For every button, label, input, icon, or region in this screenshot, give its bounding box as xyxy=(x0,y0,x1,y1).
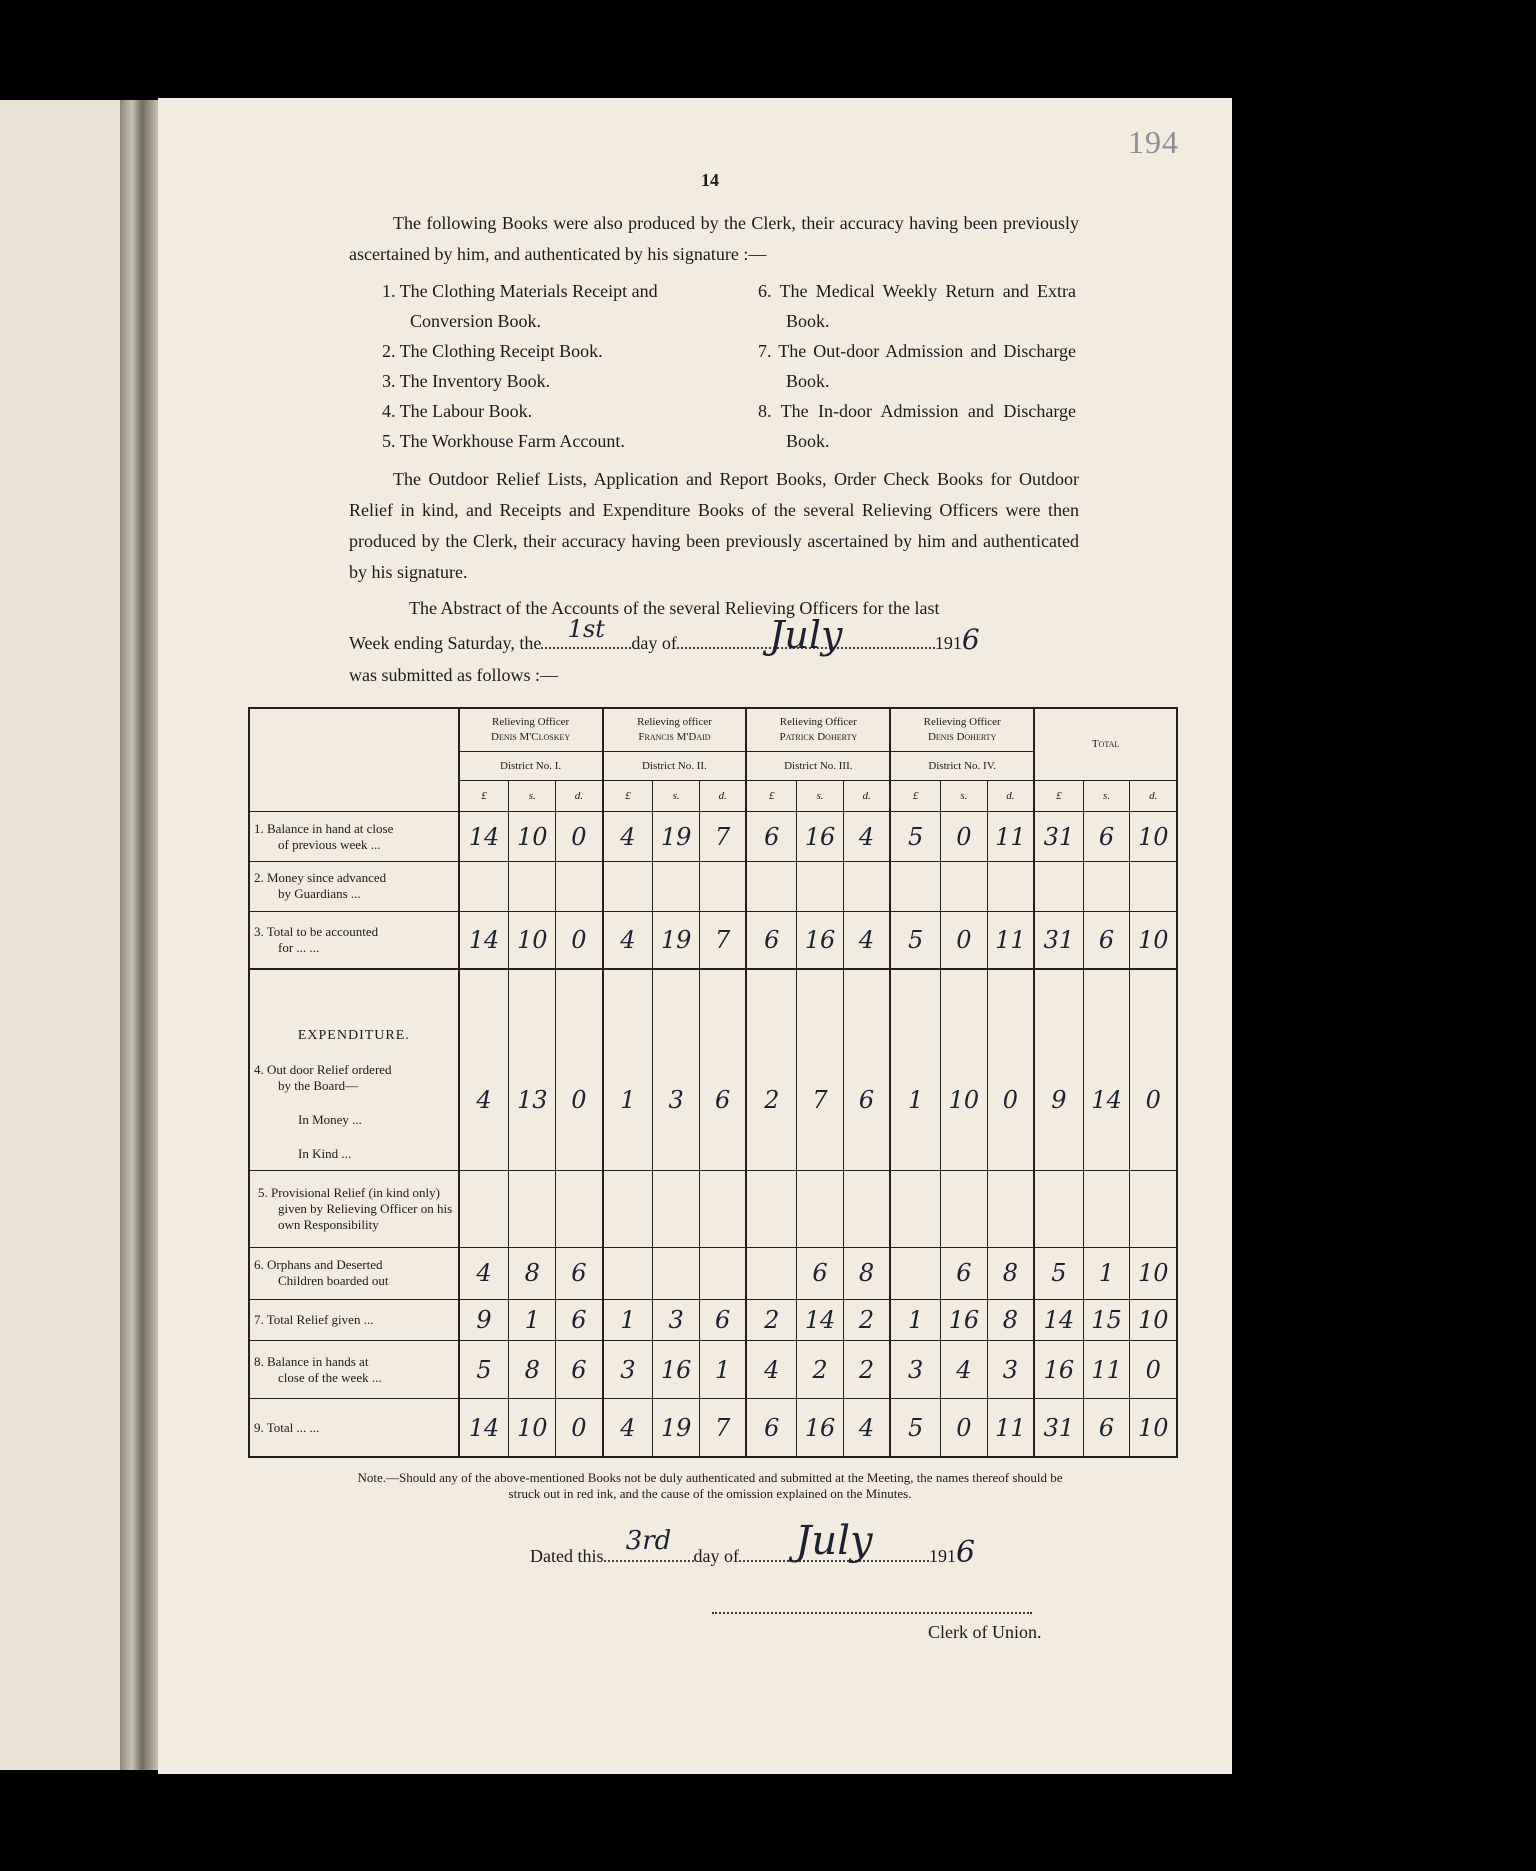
row-label: 5. Provisional Relief (in kind only) given by Relieving Officer on his own Responsibility xyxy=(249,1171,459,1248)
abstract-line-2 xyxy=(349,613,1079,659)
row-label-line: 8. Balance in hands at xyxy=(254,1353,369,1369)
amount-cell: 5 xyxy=(890,1399,940,1457)
amount-cell: 4 xyxy=(843,1399,890,1457)
amount-cell: 2 xyxy=(843,1299,890,1340)
week-ending-label: Week ending Saturday, the xyxy=(349,633,542,653)
unit-pounds: £ xyxy=(603,781,653,812)
unit-shillings: s. xyxy=(653,781,700,812)
row-label-line: 2. Money since advanced xyxy=(254,870,387,886)
amount-cell: 0 xyxy=(1130,1341,1177,1399)
amount-cell: 2 xyxy=(843,1341,890,1399)
row-balance-previous xyxy=(249,812,1177,862)
unit-shillings: s. xyxy=(797,781,844,812)
amount-cell: 10 xyxy=(509,812,556,862)
abstract-line-1: The Abstract of the Accounts of the several Relieving Officers for the last xyxy=(409,598,940,618)
officer-title: Relieving officer xyxy=(637,716,712,729)
left-page xyxy=(0,100,120,1770)
amount-cell: 0 xyxy=(556,812,603,862)
row-label-line: close of the week ... xyxy=(278,1369,382,1385)
amount-cell xyxy=(603,1247,653,1299)
officer-name: Denis M'Closkey xyxy=(491,731,571,744)
amount-cell: 1 xyxy=(890,1299,940,1340)
amount-cell: 5 xyxy=(890,812,940,862)
unit-pence: d. xyxy=(987,781,1034,812)
amount-cell: 7 xyxy=(700,1399,747,1457)
row-label-line: In Money ... xyxy=(298,1112,362,1128)
amount-cell: 0 xyxy=(556,1399,603,1457)
amount-cell: 10 xyxy=(1130,812,1177,862)
book-list-right xyxy=(746,276,1076,456)
amount-cell: 9 xyxy=(1034,969,1083,1170)
amount-cell xyxy=(890,1247,940,1299)
amount-cell: 6 xyxy=(556,1247,603,1299)
amount-cell: 11 xyxy=(987,911,1034,969)
day-of-label: day of xyxy=(631,633,677,653)
amount-cell: 11 xyxy=(987,812,1034,862)
amount-cell: 0 xyxy=(940,1399,987,1457)
unit-shillings: s. xyxy=(509,781,556,812)
unit-pence: d. xyxy=(843,781,890,812)
row-label-line: Children boarded out xyxy=(278,1273,389,1289)
row-outdoor-relief xyxy=(249,969,1177,1170)
list-item: 4. The Labour Book. xyxy=(382,401,533,421)
amount-cell: 7 xyxy=(700,911,747,969)
handwritten-month: July xyxy=(795,1518,873,1564)
list-item: 8. The In-door Admission and Discharge Book. xyxy=(758,401,1076,451)
list-item: 1. The Clothing Materials Receipt and Conversion Book. xyxy=(382,281,658,331)
amount-cell: 15 xyxy=(1083,1299,1130,1340)
amount-cell: 14 xyxy=(1034,1299,1083,1340)
handwritten-year: 6 xyxy=(961,623,980,656)
amount-cell: 11 xyxy=(987,1399,1034,1457)
row-provisional-relief xyxy=(249,1171,1177,1248)
amount-cell: 19 xyxy=(653,911,700,969)
officer-name: Patrick Doherty xyxy=(779,731,858,744)
row-label-line: by the Board— xyxy=(278,1078,359,1094)
amount-cell xyxy=(653,1247,700,1299)
amount-cell: 11 xyxy=(1083,1341,1130,1399)
folio-number: 194 xyxy=(1128,124,1179,160)
amount-cell: 6 xyxy=(700,969,747,1170)
amount-cell: 2 xyxy=(746,1299,796,1340)
amount-cell: 19 xyxy=(653,812,700,862)
outdoor-relief-paragraph: The Outdoor Relief Lists, Application and Report Books, Order Check Books for Outdoor Relief in kind, and Receipts and Expenditure Books of the several Relieving Officers were then produced by the Clerk, their accuracy having been previously ascertained by him and authenticated by his signature. xyxy=(349,469,1079,582)
amount-cell: 4 xyxy=(603,812,653,862)
amount-cell: 14 xyxy=(459,911,509,969)
list-item: 5. The Workhouse Farm Account. xyxy=(382,431,625,451)
row-label: 9. Total ... ... xyxy=(249,1399,459,1457)
amount-cell: 6 xyxy=(1083,1399,1130,1457)
list-item: 3. The Inventory Book. xyxy=(382,371,551,391)
row-label-line: by Guardians ... xyxy=(278,886,361,902)
list-item: 2. The Clothing Receipt Book. xyxy=(382,341,603,361)
row-label xyxy=(249,1341,459,1399)
district-label: District No. II. xyxy=(603,752,747,781)
amount-cell: 10 xyxy=(1130,1399,1177,1457)
officer-header xyxy=(746,708,890,752)
amount-cell: 8 xyxy=(843,1247,890,1299)
dated-label: Dated this xyxy=(530,1546,604,1566)
abstract-line-3: was submitted as follows :— xyxy=(349,665,558,685)
row-label-line: of previous week ... xyxy=(278,836,381,852)
amount-cell: 1 xyxy=(603,1299,653,1340)
header-blank-cell xyxy=(249,708,459,812)
amount-cell: 10 xyxy=(1130,1247,1177,1299)
amount-cell: 2 xyxy=(797,1341,844,1399)
row-money-advanced xyxy=(249,862,1177,912)
amount-cell: 0 xyxy=(556,969,603,1170)
amount-cell: 1 xyxy=(1083,1247,1130,1299)
amount-cell: 16 xyxy=(940,1299,987,1340)
amount-cell: 4 xyxy=(843,911,890,969)
amount-cell: 10 xyxy=(509,1399,556,1457)
officer-title: Relieving Officer xyxy=(492,716,570,729)
handwritten-year: 6 xyxy=(955,1535,976,1570)
amount-cell xyxy=(746,1247,796,1299)
handwritten-day: 1st xyxy=(567,615,605,643)
abstract-paragraph xyxy=(349,592,1079,691)
amount-cell: 16 xyxy=(797,1399,844,1457)
amount-cell: 1 xyxy=(700,1341,747,1399)
amount-cell: 16 xyxy=(797,812,844,862)
amount-cell: 6 xyxy=(746,1399,796,1457)
amount-cell xyxy=(700,1247,747,1299)
row-total-accounted xyxy=(249,911,1177,969)
officer-title: Relieving Officer xyxy=(779,716,857,729)
expenditure-heading: EXPENDITURE. xyxy=(297,1028,410,1044)
row-label-line: 4. Out door Relief ordered xyxy=(254,1062,392,1078)
amount-cell: 19 xyxy=(653,1399,700,1457)
book-list-left xyxy=(370,276,710,456)
day-of-label: day of xyxy=(693,1546,739,1566)
year-prefix: 191 xyxy=(928,1546,956,1566)
officer-header xyxy=(603,708,747,752)
row-label-line: 1. Balance in hand at close xyxy=(254,820,394,836)
unit-pounds: £ xyxy=(746,781,796,812)
row-orphans-boarded xyxy=(249,1247,1177,1299)
amount-cell: 31 xyxy=(1034,911,1083,969)
amount-cell: 6 xyxy=(746,911,796,969)
officer-name: Francis M'Daid xyxy=(638,731,711,744)
amount-cell: 14 xyxy=(1083,969,1130,1170)
amount-cell: 3 xyxy=(653,1299,700,1340)
district-label: District No. I. xyxy=(459,752,603,781)
amount-cell: 14 xyxy=(459,1399,509,1457)
amount-cell: 3 xyxy=(603,1341,653,1399)
handwritten-month: July xyxy=(769,613,843,657)
district-label: District No. IV. xyxy=(890,752,1034,781)
amount-cell: 8 xyxy=(509,1247,556,1299)
amount-cell: 9 xyxy=(459,1299,509,1340)
amount-cell: 4 xyxy=(746,1341,796,1399)
unit-pounds: £ xyxy=(459,781,509,812)
unit-pence: d. xyxy=(556,781,603,812)
amount-cell: 0 xyxy=(940,812,987,862)
officer-header xyxy=(459,708,603,752)
amount-cell: 10 xyxy=(1130,911,1177,969)
row-label xyxy=(249,1247,459,1299)
amount-cell: 1 xyxy=(509,1299,556,1340)
total-label: Total xyxy=(1091,738,1120,751)
row-grand-total xyxy=(249,1399,1177,1457)
amount-cell: 8 xyxy=(509,1341,556,1399)
row-label-line: 3. Total to be accounted xyxy=(254,924,379,940)
amount-cell: 6 xyxy=(940,1247,987,1299)
amount-cell: 8 xyxy=(987,1299,1034,1340)
amount-cell: 5 xyxy=(1034,1247,1083,1299)
row-label: 7. Total Relief given ... xyxy=(249,1299,459,1340)
district-label: District No. III. xyxy=(746,752,890,781)
amount-cell: 0 xyxy=(940,911,987,969)
list-item: 7. The Out-door Admission and Discharge Book. xyxy=(758,341,1076,391)
row-label xyxy=(249,812,459,862)
intro-paragraph: The following Books were also produced by the Clerk, their accuracy having been previously ascertained by him, and authenticated by his signature :— xyxy=(349,213,1079,264)
row-balance-close xyxy=(249,1341,1177,1399)
unit-pence: d. xyxy=(1130,781,1177,812)
amount-cell: 6 xyxy=(556,1299,603,1340)
amount-cell: 0 xyxy=(1130,969,1177,1170)
amount-cell: 0 xyxy=(556,911,603,969)
amount-cell: 10 xyxy=(940,969,987,1170)
amount-cell: 1 xyxy=(890,969,940,1170)
amount-cell: 16 xyxy=(1034,1341,1083,1399)
amount-cell: 4 xyxy=(603,1399,653,1457)
amount-cell: 2 xyxy=(746,969,796,1170)
amount-cell: 7 xyxy=(797,969,844,1170)
amount-cell: 10 xyxy=(509,911,556,969)
amount-cell: 4 xyxy=(843,812,890,862)
amount-cell: 8 xyxy=(987,1247,1034,1299)
amount-cell: 7 xyxy=(700,812,747,862)
unit-pounds: £ xyxy=(890,781,940,812)
officer-title: Relieving Officer xyxy=(923,716,1001,729)
unit-shillings: s. xyxy=(940,781,987,812)
row-label-line: for ... ... xyxy=(278,940,320,956)
amount-cell: 5 xyxy=(459,1341,509,1399)
row-label-line: 6. Orphans and Deserted xyxy=(254,1257,383,1273)
amount-cell: 5 xyxy=(890,911,940,969)
amount-cell: 4 xyxy=(603,911,653,969)
amount-cell: 6 xyxy=(746,812,796,862)
amount-cell: 6 xyxy=(1083,812,1130,862)
page-number: 14 xyxy=(701,170,719,190)
amount-cell: 4 xyxy=(459,1247,509,1299)
unit-shillings: s. xyxy=(1083,781,1130,812)
amount-cell: 31 xyxy=(1034,1399,1083,1457)
amount-cell: 1 xyxy=(603,969,653,1170)
abstract-accounts-table xyxy=(248,707,1178,1458)
unit-pounds: £ xyxy=(1034,781,1083,812)
row-label xyxy=(249,862,459,912)
amount-cell: 3 xyxy=(890,1341,940,1399)
dated-line xyxy=(530,1518,976,1570)
amount-cell: 6 xyxy=(843,969,890,1170)
officer-name: Denis Doherty xyxy=(927,731,997,744)
amount-cell: 10 xyxy=(1130,1299,1177,1340)
amount-cell: 3 xyxy=(653,969,700,1170)
amount-cell: 6 xyxy=(1083,911,1130,969)
footnote: Note.—Should any of the above-mentioned Books not be duly authenticated and submitted at the Meeting, the names thereof should be struck out in red ink, and the cause of the omission explained on the Minutes. xyxy=(357,1470,1063,1501)
year-prefix: 191 xyxy=(934,633,962,653)
row-label-line: In Kind ... xyxy=(298,1146,352,1162)
total-header xyxy=(1034,708,1177,781)
amount-cell: 16 xyxy=(797,911,844,969)
book-binding xyxy=(120,100,160,1770)
row-label xyxy=(249,969,459,1170)
amount-cell: 4 xyxy=(940,1341,987,1399)
handwritten-day: 3rd xyxy=(625,1526,672,1556)
row-total-relief xyxy=(249,1299,1177,1340)
amount-cell: 6 xyxy=(700,1299,747,1340)
row-label xyxy=(249,911,459,969)
amount-cell: 3 xyxy=(987,1341,1034,1399)
list-item: 6. The Medical Weekly Return and Extra Book. xyxy=(758,281,1076,331)
amount-cell: 13 xyxy=(509,969,556,1170)
amount-cell: 14 xyxy=(797,1299,844,1340)
amount-cell: 0 xyxy=(987,969,1034,1170)
signature-line xyxy=(712,1612,1032,1614)
amount-cell: 14 xyxy=(459,812,509,862)
amount-cell: 16 xyxy=(653,1341,700,1399)
amount-cell: 4 xyxy=(459,969,509,1170)
amount-cell: 31 xyxy=(1034,812,1083,862)
unit-pence: d. xyxy=(700,781,747,812)
officer-header xyxy=(890,708,1034,752)
amount-cell: 6 xyxy=(556,1341,603,1399)
clerk-label: Clerk of Union. xyxy=(928,1622,1042,1642)
amount-cell: 6 xyxy=(797,1247,844,1299)
